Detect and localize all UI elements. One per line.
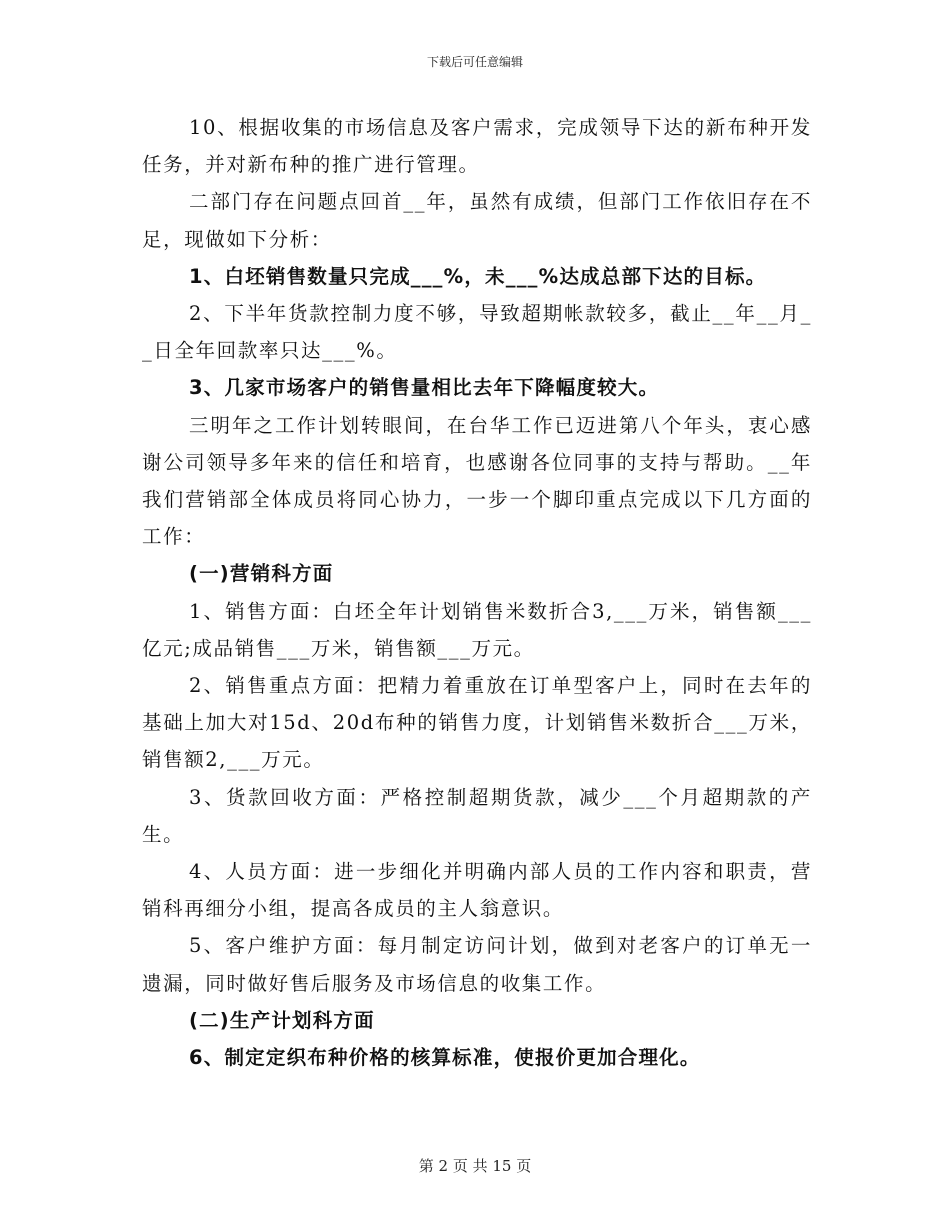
section-heading-marketing: (一)营销科方面 xyxy=(189,562,334,586)
paragraph-sales-focus: 2、销售重点方面：把精力着重放在订单型客户上，同时在去年的基础上加大对15d、20d布种的销售力度，计划销售米数折合___万米，销售额2,___万元。 xyxy=(142,674,812,772)
paragraph-2: 二部门存在问题点回首__年，虽然有成绩，但部门工作依旧存在不足，现做如下分析： xyxy=(142,190,812,251)
paragraph-pricing-standard: 6、制定定织布种价格的核算标准，使报价更加合理化。 xyxy=(189,1046,701,1070)
page-number: 第 2 页 共 15 页 xyxy=(418,1157,532,1175)
paragraph-customer-maintenance: 5、客户维护方面：每月制定访问计划，做到对老客户的订单无一遗漏，同时做好售后服务及市场信息的收集工作。 xyxy=(142,934,812,995)
paragraph-personnel: 4、人员方面：进一步细化并明确内部人员的工作内容和职责，营销科再细分小组，提高各成员的主人翁意识。 xyxy=(142,860,812,921)
document-body xyxy=(142,109,812,1076)
header-note: 下载后可任意编辑 xyxy=(426,55,523,69)
paragraph-5-bold: 3、几家市场客户的销售量相比去年下降幅度较大。 xyxy=(189,376,660,400)
paragraph-6: 三明年之工作计划转眼间，在台华工作已迈进第八个年头，衷心感谢公司领导多年来的信任和培育，也感谢各位同事的支持与帮助。__年我们营销部全体成员将同心协力，一步一个脚印重点完成以下几方面的工作： xyxy=(142,413,812,549)
paragraph-3-bold: 1、白坯销售数量只完成___%，未___%达成总部下达的目标。 xyxy=(189,264,767,288)
section-heading-production: (二)生产计划科方面 xyxy=(189,1008,375,1032)
paragraph-1: 10、根据收集的市场信息及客户需求，完成领导下达的新布种开发任务，并对新布种的推广进行管理。 xyxy=(142,116,812,177)
paragraph-sales: 1、销售方面：白坯全年计划销售米数折合3,___万米，销售额___亿元;成品销售___万米，销售额___万元。 xyxy=(142,599,812,660)
paragraph-payment-recovery: 3、货款回收方面：严格控制超期货款，减少___个月超期款的产生。 xyxy=(142,785,812,846)
paragraph-4: 2、下半年货款控制力度不够，导致超期帐款较多，截止__年__月__日全年回款率只达___%。 xyxy=(142,302,812,363)
